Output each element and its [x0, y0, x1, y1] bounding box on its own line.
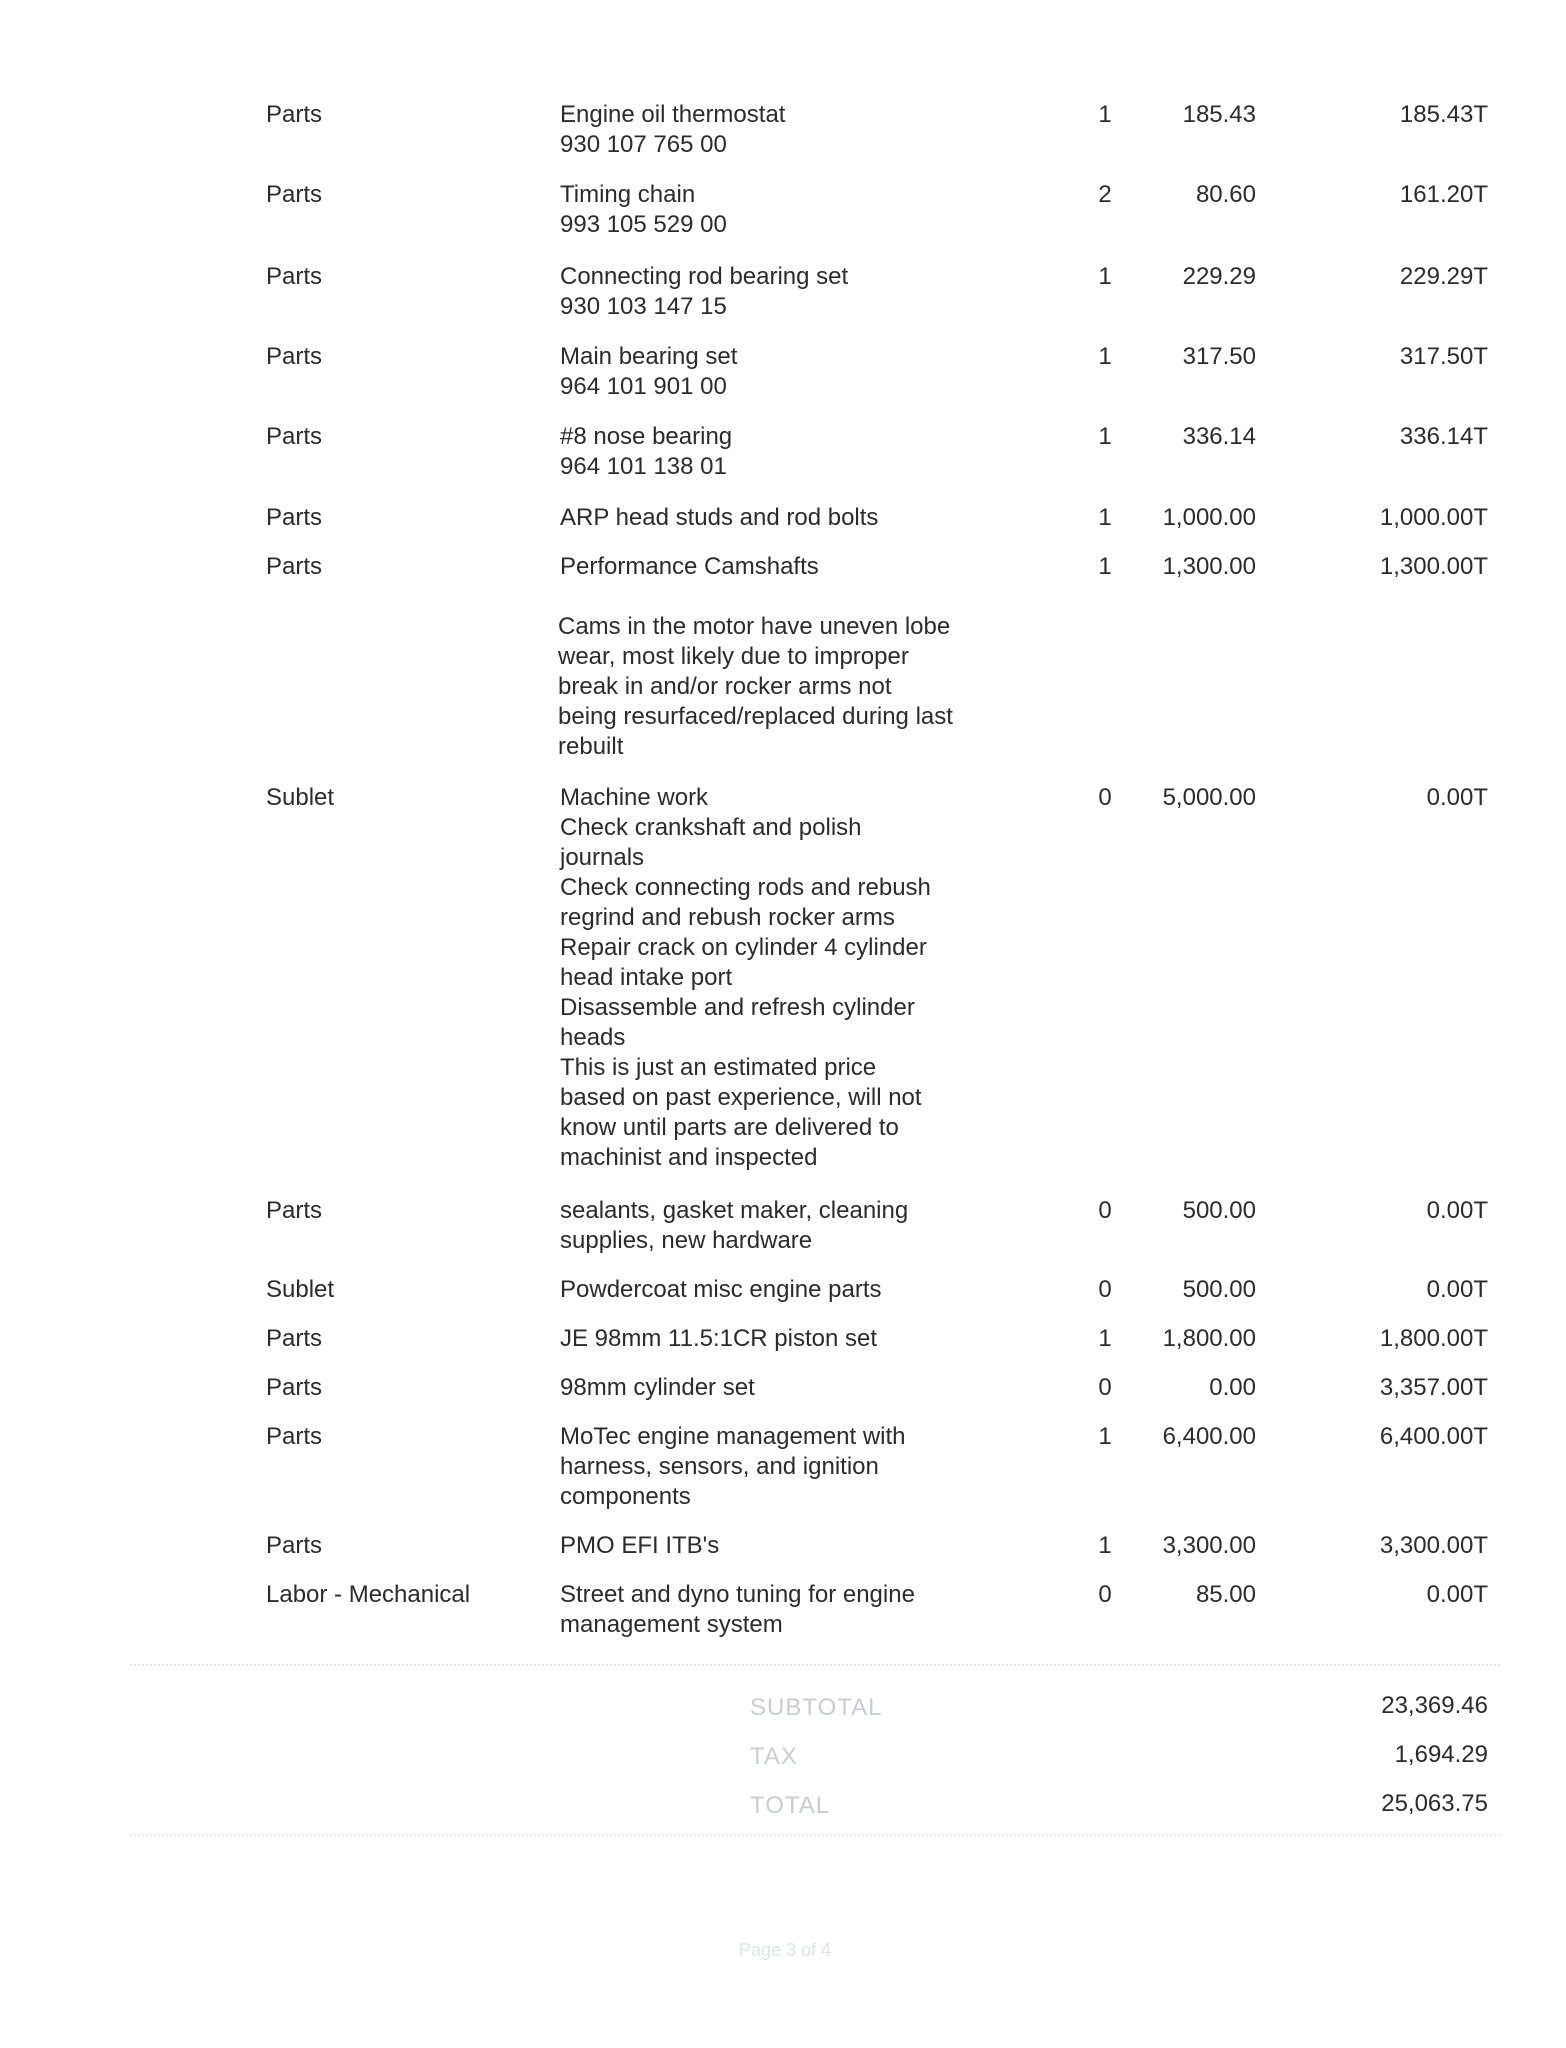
- item-description-line: sealants, gasket maker, cleaning: [560, 1197, 909, 1224]
- item-amount: 3,357.00T: [1379, 1374, 1488, 1401]
- item-description: [560, 552, 980, 582]
- item-description-line: ARP head studs and rod bolts: [560, 504, 879, 531]
- tax-value: 1,694.29: [1394, 1741, 1488, 1768]
- item-description-line: regrind and rebush rocker arms: [560, 904, 895, 931]
- item-category: Parts: [266, 423, 323, 450]
- note-line: being resurfaced/replaced during last: [558, 703, 953, 730]
- item-rate: 1,300.00: [1162, 553, 1256, 580]
- item-quantity: 1: [1098, 504, 1112, 531]
- item-quantity: 1: [1098, 101, 1112, 128]
- item-category: Parts: [266, 504, 323, 531]
- page-number: Page 3 of 4: [738, 1940, 832, 1960]
- item-description-line: PMO EFI ITB's: [560, 1532, 720, 1559]
- item-amount: 1,800.00T: [1379, 1325, 1488, 1352]
- item-rate: 1,000.00: [1162, 504, 1256, 531]
- item-description: [560, 262, 980, 322]
- item-description: [560, 1196, 980, 1256]
- item-quantity: 1: [1098, 1325, 1112, 1352]
- item-quantity: 0: [1098, 784, 1112, 811]
- item-description-line: 930 107 765 00: [560, 131, 727, 158]
- item-description-line: Check connecting rods and rebush: [560, 874, 931, 901]
- item-description-line: Performance Camshafts: [560, 553, 819, 580]
- item-description-line: Timing chain: [560, 181, 696, 208]
- item-category: Sublet: [266, 1276, 335, 1303]
- item-description: [560, 180, 980, 240]
- item-quantity: 0: [1098, 1581, 1112, 1608]
- item-description: [560, 422, 980, 482]
- item-description-line: heads: [560, 1024, 626, 1051]
- item-amount: 336.14T: [1399, 423, 1488, 450]
- item-quantity: 0: [1098, 1197, 1112, 1224]
- item-description: [560, 1422, 980, 1512]
- item-amount: 3,300.00T: [1379, 1532, 1488, 1559]
- item-description-line: know until parts are delivered to: [560, 1114, 899, 1141]
- item-description-line: 930 103 147 15: [560, 293, 727, 320]
- item-description-line: #8 nose bearing: [560, 423, 733, 450]
- tax-label: TAX: [750, 1743, 798, 1770]
- item-amount: 6,400.00T: [1379, 1423, 1488, 1450]
- item-description: [560, 342, 980, 402]
- item-category: Parts: [266, 1197, 323, 1224]
- item-description: [560, 1580, 980, 1640]
- item-amount: 229.29T: [1399, 263, 1488, 290]
- item-category: Parts: [266, 101, 323, 128]
- total-label: TOTAL: [750, 1792, 831, 1819]
- item-category: Parts: [266, 1374, 323, 1401]
- item-category: Parts: [266, 1532, 323, 1559]
- note-line: break in and/or rocker arms not: [558, 673, 892, 700]
- item-amount: 0.00T: [1426, 1276, 1488, 1303]
- item-description-line: management system: [560, 1611, 783, 1638]
- item-rate: 500.00: [1182, 1197, 1256, 1224]
- item-rate: 229.29: [1182, 263, 1256, 290]
- item-category: Parts: [266, 553, 323, 580]
- item-category: Parts: [266, 1325, 323, 1352]
- item-rate: 80.60: [1195, 181, 1256, 208]
- item-rate: 6,400.00: [1162, 1423, 1256, 1450]
- item-amount: 0.00T: [1426, 784, 1488, 811]
- item-description: [560, 1531, 980, 1561]
- item-category: Parts: [266, 263, 323, 290]
- item-category: Parts: [266, 343, 323, 370]
- item-description-line: 964 101 138 01: [560, 453, 727, 480]
- item-description-line: based on past experience, will not: [560, 1084, 922, 1111]
- item-amount: 161.20T: [1399, 181, 1488, 208]
- item-rate: 336.14: [1182, 423, 1256, 450]
- item-rate: 3,300.00: [1162, 1532, 1256, 1559]
- item-quantity: 0: [1098, 1374, 1112, 1401]
- item-description-line: 964 101 901 00: [560, 373, 727, 400]
- item-description-line: head intake port: [560, 964, 733, 991]
- item-description: [560, 1373, 980, 1403]
- note-line: wear, most likely due to improper: [558, 643, 909, 670]
- item-rate: 500.00: [1182, 1276, 1256, 1303]
- item-description-line: Connecting rod bearing set: [560, 263, 849, 290]
- item-quantity: 1: [1098, 1423, 1112, 1450]
- item-rate: 185.43: [1182, 101, 1256, 128]
- item-quantity: 1: [1098, 1532, 1112, 1559]
- item-quantity: 1: [1098, 553, 1112, 580]
- item-category: Sublet: [266, 784, 335, 811]
- item-amount: 317.50T: [1399, 343, 1488, 370]
- item-quantity: 0: [1098, 1276, 1112, 1303]
- item-rate: 317.50: [1182, 343, 1256, 370]
- item-description-line: Street and dyno tuning for engine: [560, 1581, 915, 1608]
- item-description-line: 98mm cylinder set: [560, 1374, 755, 1401]
- item-description-line: Disassemble and refresh cylinder: [560, 994, 915, 1021]
- item-quantity: 2: [1098, 181, 1112, 208]
- item-description-line: Machine work: [560, 784, 709, 811]
- item-description-line: components: [560, 1483, 691, 1510]
- subtotal-value: 23,369.46: [1381, 1692, 1488, 1719]
- item-rate: 1,800.00: [1162, 1325, 1256, 1352]
- note-line: Cams in the motor have uneven lobe: [558, 613, 951, 640]
- item-quantity: 1: [1098, 423, 1112, 450]
- item-quantity: 1: [1098, 343, 1112, 370]
- item-description-line: supplies, new hardware: [560, 1227, 813, 1254]
- item-description-line: Repair crack on cylinder 4 cylinder: [560, 934, 927, 961]
- item-amount: 0.00T: [1426, 1581, 1488, 1608]
- subtotal-label: SUBTOTAL: [750, 1694, 883, 1721]
- note-line: rebuilt: [558, 733, 624, 760]
- item-description-line: Main bearing set: [560, 343, 738, 370]
- item-rate: 5,000.00: [1162, 784, 1256, 811]
- item-amount: 185.43T: [1399, 101, 1488, 128]
- cam-note: [558, 612, 998, 762]
- item-amount: 1,000.00T: [1379, 504, 1488, 531]
- item-amount: 1,300.00T: [1379, 553, 1488, 580]
- item-description-line: Engine oil thermostat: [560, 101, 786, 128]
- item-category: Parts: [266, 181, 323, 208]
- total-value: 25,063.75: [1381, 1790, 1488, 1817]
- summary-bottom-divider: [130, 1834, 1500, 1836]
- item-description-line: Powdercoat misc engine parts: [560, 1276, 882, 1303]
- item-description-line: This is just an estimated price: [560, 1054, 877, 1081]
- summary-divider: [130, 1664, 1500, 1666]
- item-description: [560, 1324, 980, 1354]
- item-rate: 0.00: [1209, 1374, 1256, 1401]
- item-amount: 0.00T: [1426, 1197, 1488, 1224]
- item-description-line: harness, sensors, and ignition: [560, 1453, 879, 1480]
- item-quantity: 1: [1098, 263, 1112, 290]
- item-description-line: journals: [560, 844, 645, 871]
- item-category: Parts: [266, 1423, 323, 1450]
- item-description-line: 993 105 529 00: [560, 211, 727, 238]
- item-description: [560, 1275, 980, 1305]
- item-description: [560, 100, 980, 160]
- item-description: [560, 503, 980, 533]
- item-rate: 85.00: [1195, 1581, 1256, 1608]
- item-description-line: MoTec engine management with: [560, 1423, 906, 1450]
- item-description-line: Check crankshaft and polish: [560, 814, 862, 841]
- item-category: Labor - Mechanical: [266, 1581, 471, 1608]
- item-description-line: JE 98mm 11.5:1CR piston set: [560, 1325, 878, 1352]
- item-description: [560, 783, 980, 1173]
- item-description-line: machinist and inspected: [560, 1144, 818, 1171]
